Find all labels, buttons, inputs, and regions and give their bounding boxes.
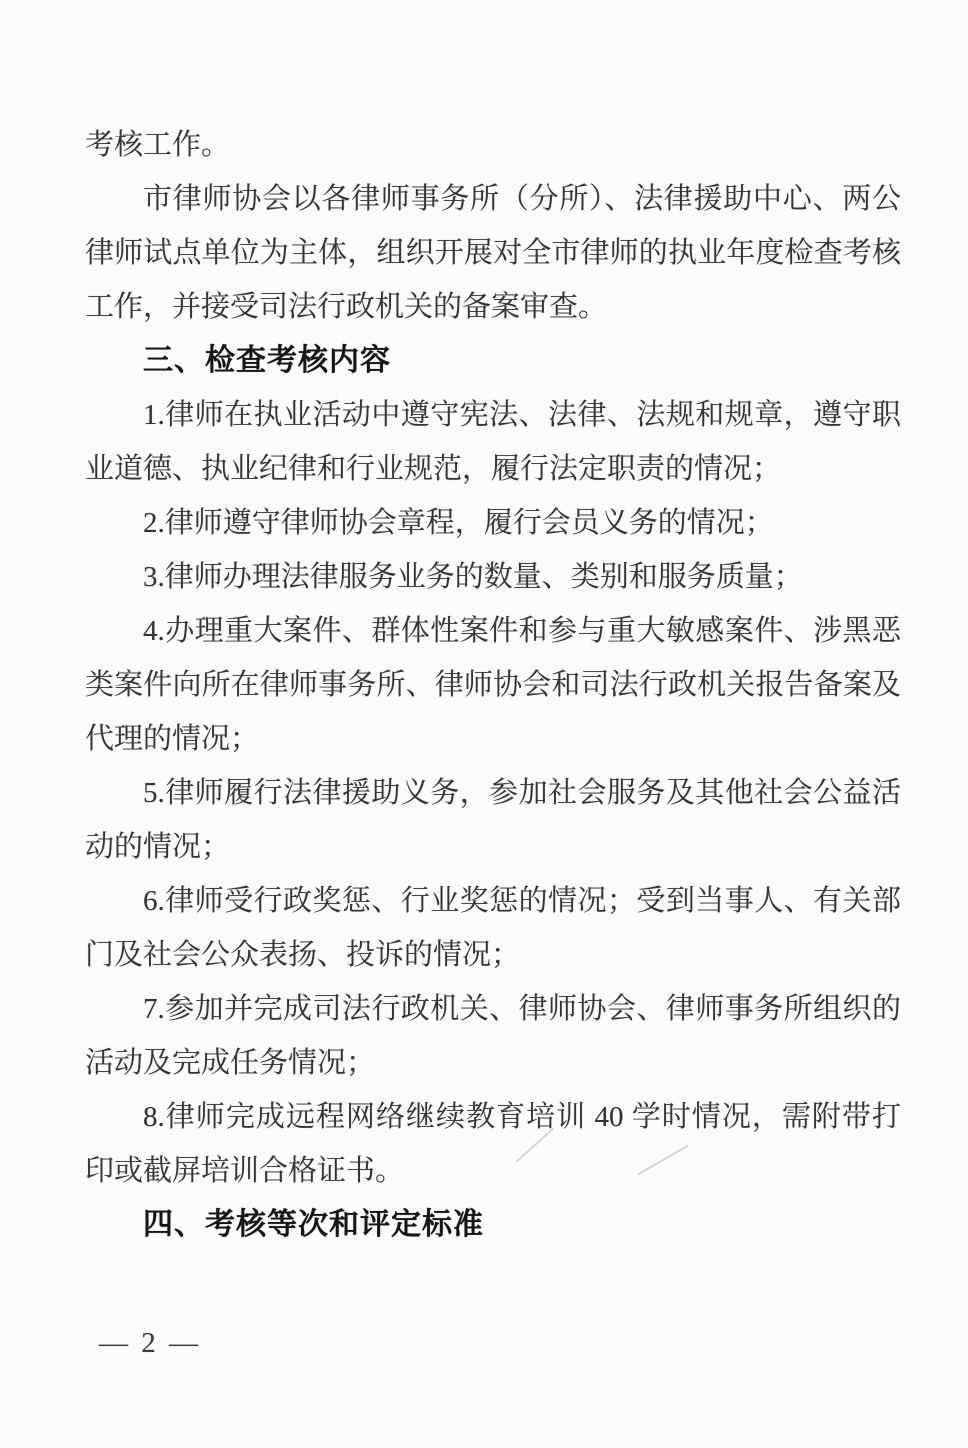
paragraph-line: 市律师协会以各律师事务所（分所）、法律援助中心、两公 (143, 183, 901, 215)
list-item-1-line: 1.律师在执业活动中遵守宪法、法律、法规和规章，遵守职 (143, 399, 901, 431)
list-item-3-line: 3.律师办理法律服务业务的数量、类别和服务质量； (143, 561, 803, 593)
list-item-4-line: 代理的情况； (85, 723, 260, 755)
list-item-2-line: 2.律师遵守律师协会章程，履行会员义务的情况； (143, 507, 774, 539)
list-item-7-line: 活动及完成任务情况； (85, 1047, 376, 1079)
list-item-6-line: 门及社会公众表扬、投诉的情况； (85, 939, 521, 971)
section-heading-3: 三、检查考核内容 (143, 344, 391, 377)
list-item-6-line: 6.律师受行政奖惩、行业奖惩的情况；受到当事人、有关部 (143, 885, 901, 917)
section-heading-4: 四、考核等次和评定标准 (143, 1208, 484, 1241)
paragraph-continuation-line: 考核工作。 (85, 129, 231, 161)
page-number: — 2 — (99, 1327, 201, 1359)
list-item-1-line: 业道德、执业纪律和行业规范，履行法定职责的情况； (85, 453, 782, 485)
paragraph-line: 律师试点单位为主体，组织开展对全市律师的执业年度检查考核 (85, 237, 901, 269)
list-item-4-line: 4.办理重大案件、群体性案件和参与重大敏感案件、涉黑恶 (143, 615, 901, 647)
list-item-5-line: 动的情况； (85, 831, 231, 863)
paragraph-line: 工作，并接受司法行政机关的备案审查。 (85, 291, 608, 323)
list-item-4-line: 类案件向所在律师事务所、律师协会和司法行政机关报告备案及 (85, 669, 901, 701)
list-item-7-line: 7.参加并完成司法行政机关、律师协会、律师事务所组织的 (143, 993, 901, 1025)
document-body (85, 118, 901, 1252)
list-item-8-line: 8.律师完成远程网络继续教育培训 40 学时情况，需附带打 (143, 1101, 901, 1133)
list-item-5-line: 5.律师履行法律援助义务，参加社会服务及其他社会公益活 (143, 777, 901, 809)
list-item-8-line: 印或截屏培训合格证书。 (85, 1155, 405, 1187)
